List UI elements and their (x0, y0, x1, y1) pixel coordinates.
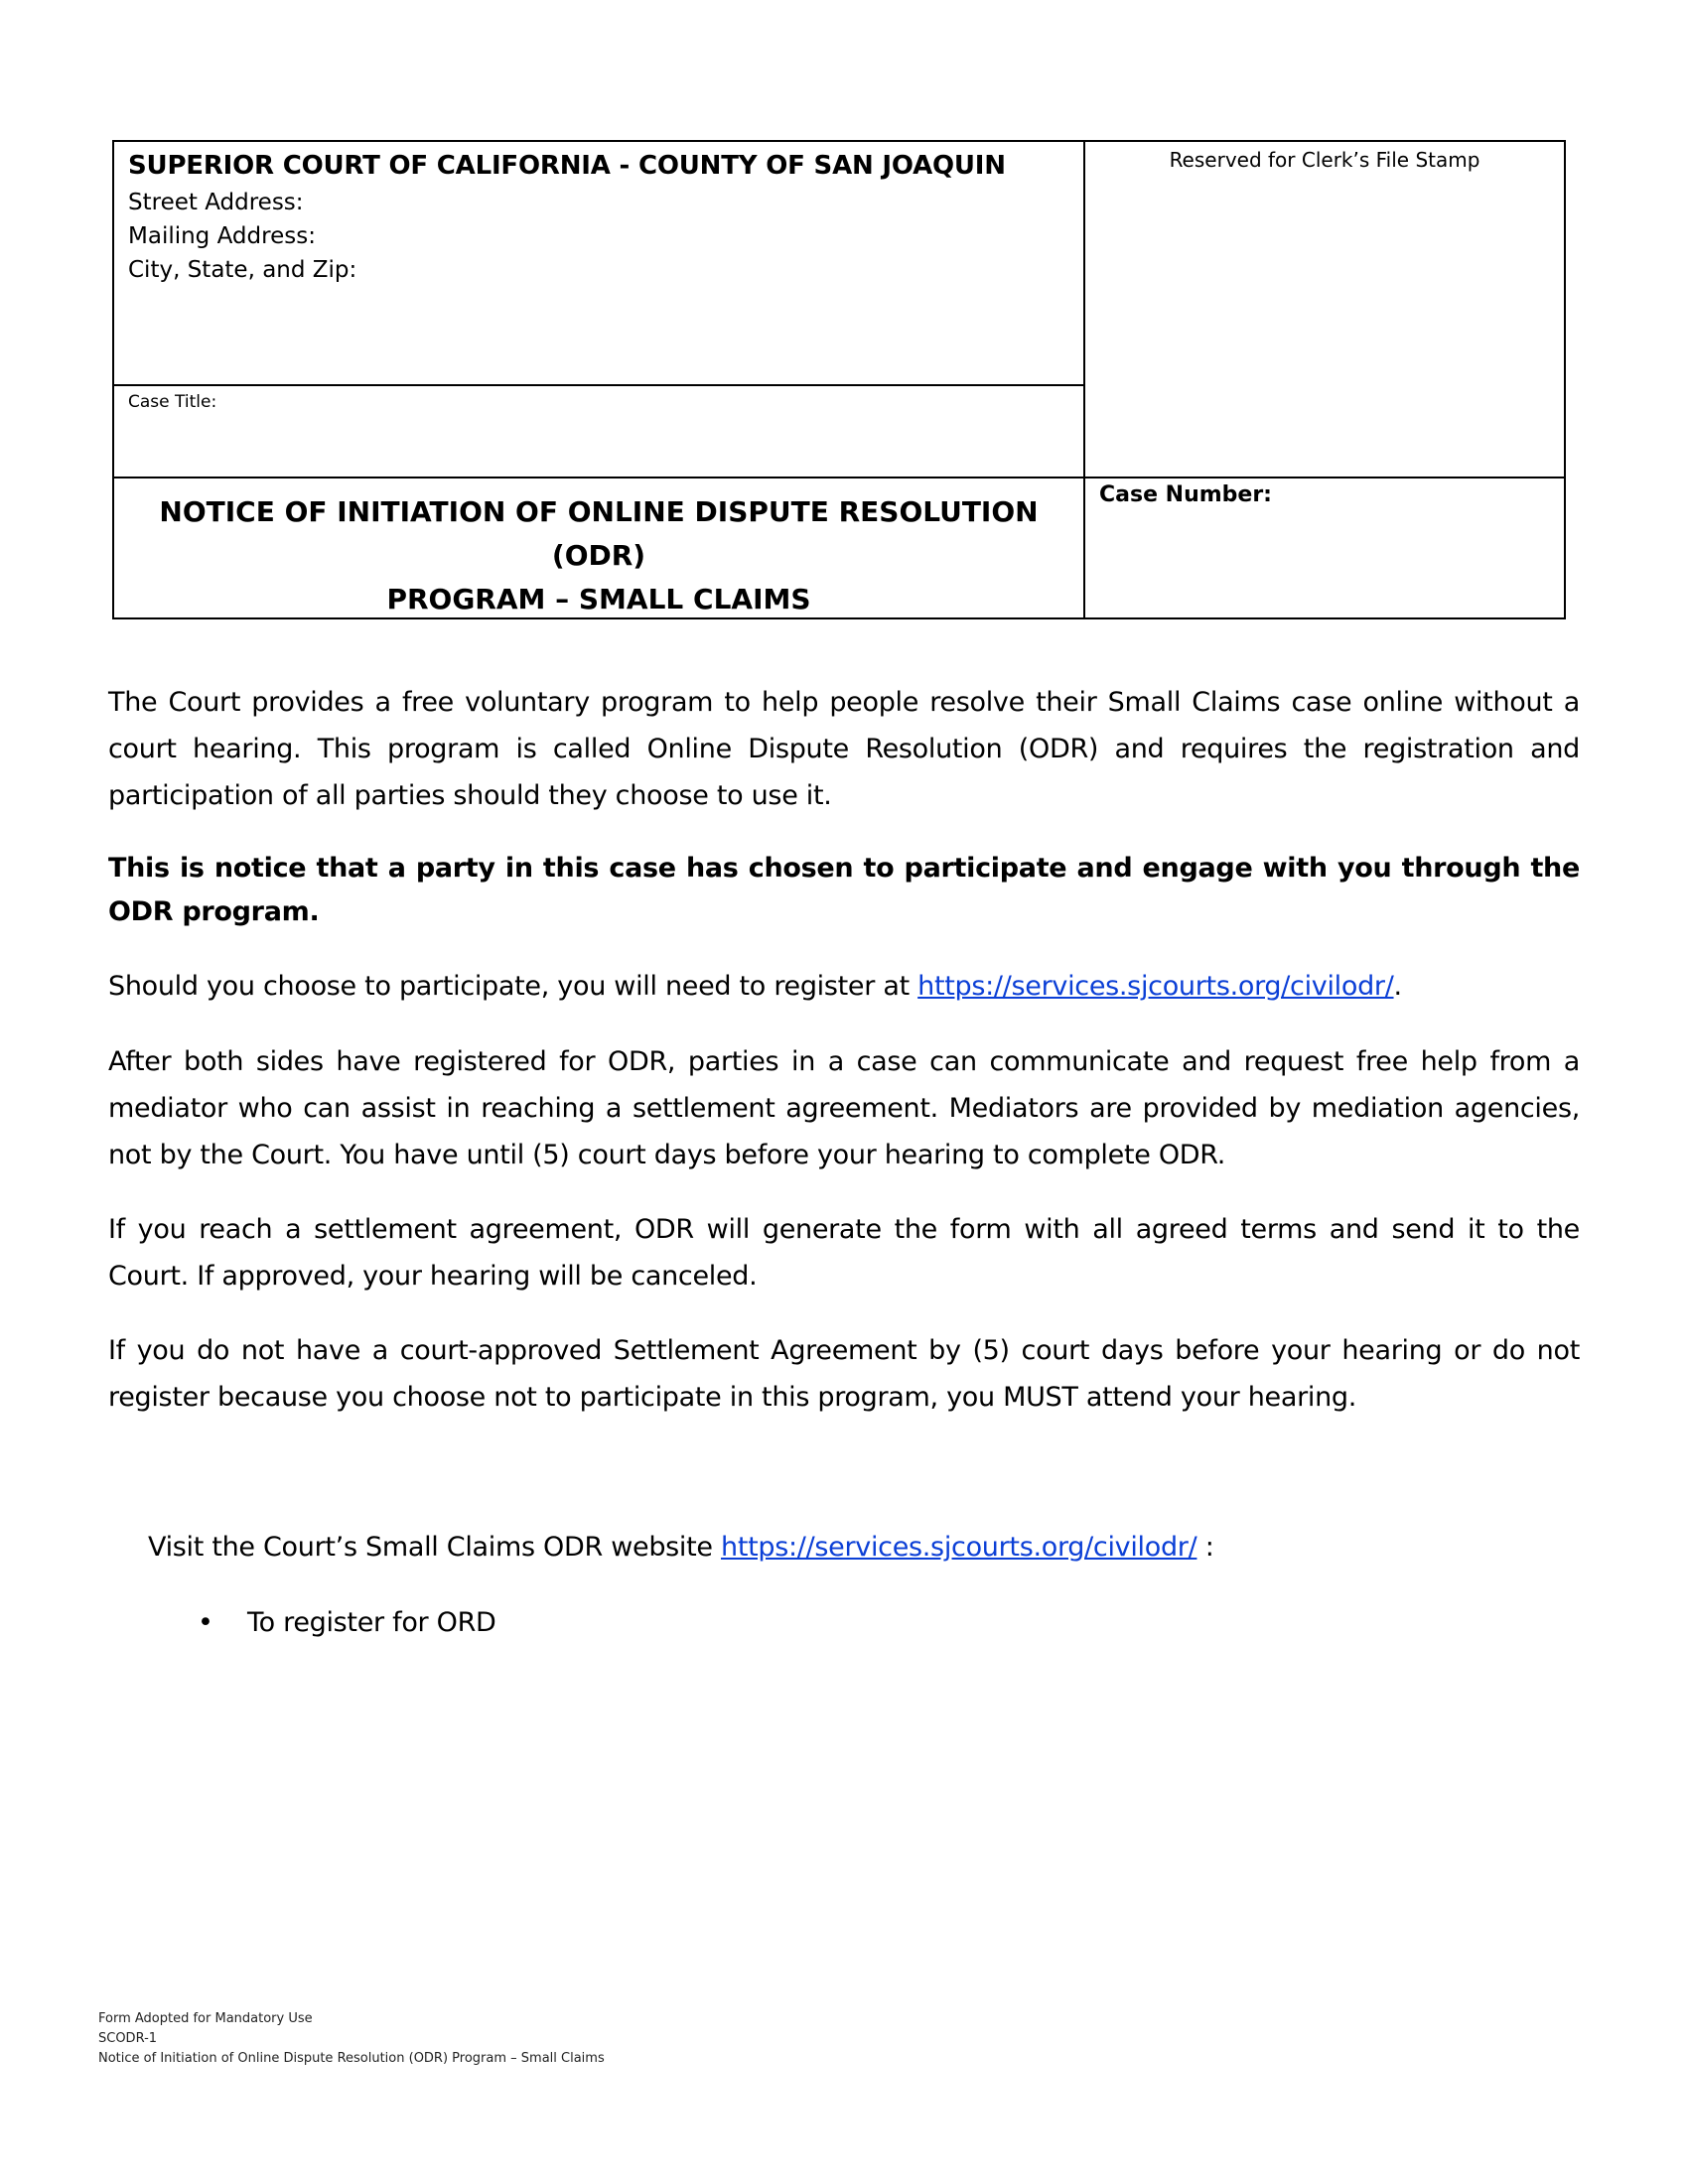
case-number-label: Case Number: (1099, 482, 1272, 507)
footer-adoption: Form Adopted for Mandatory Use (98, 2011, 313, 2026)
register-text: Should you choose to participate, you will need to register at (108, 971, 918, 1002)
court-info-cell (114, 142, 1085, 386)
visit-text: Visit the Court’s Small Claims ODR website (148, 1532, 722, 1563)
visit-website-line (148, 1524, 1214, 1570)
form-title-line2: PROGRAM – SMALL CLAIMS (386, 583, 811, 615)
clerk-stamp-cell (1083, 142, 1566, 478)
intro-paragraph: The Court provides a free voluntary program to help people resolve their Small Claims case online without a court hearing. This program is called Online Dispute Resolution (ODR) and requires the registration and participation of all parties should they choose to use it. (108, 687, 1580, 811)
register-suffix: . (1393, 971, 1402, 1002)
case-title-cell (114, 386, 1085, 478)
register-link[interactable]: https://services.sjcourts.org/civilodr/ (917, 971, 1394, 1002)
court-name: SUPERIOR COURT OF CALIFORNIA - COUNTY OF SAN JOAQUIN (128, 151, 1006, 181)
case-title-label: Case Title: (128, 392, 217, 412)
list-item (198, 1599, 496, 1646)
street-address-label: Street Address: (128, 190, 304, 215)
mediator-paragraph: After both sides have registered for ODR, parties in a case can communicate and request free help from a mediator who can assist in reaching a settlement agreement. Mediators are provided by mediation agencies, not by the Court. You have until (5) court days before your hearing to complete ODR. (108, 1046, 1580, 1170)
mailing-address-label: Mailing Address: (128, 223, 316, 249)
odr-website-link[interactable]: https://services.sjcourts.org/civilodr/ (721, 1532, 1197, 1563)
clerk-stamp-label: Reserved for Clerk’s File Stamp (1169, 148, 1480, 172)
notice-paragraph: This is notice that a party in this case has chosen to participate and engage with you through the ODR program. (108, 853, 1580, 927)
case-number-cell (1085, 478, 1566, 619)
bullet: • (198, 1607, 213, 1638)
form-title (114, 478, 1085, 619)
footer-form-number: SCODR-1 (98, 2031, 158, 2046)
caption-table (112, 140, 1566, 619)
form-footer (98, 2009, 605, 2069)
form-title-line1: NOTICE OF INITIATION OF ONLINE DISPUTE RESOLUTION (ODR) (159, 495, 1039, 572)
register-paragraph (108, 963, 1580, 1010)
attend-hearing-paragraph: If you do not have a court-approved Settlement Agreement by (5) court days before your hearing or do not register because you choose not to participate in this program, you MUST attend your hearing. (108, 1335, 1580, 1413)
city-state-zip-label: City, State, and Zip: (128, 257, 357, 283)
visit-suffix: : (1196, 1532, 1214, 1563)
bullet-text: To register for ORD (247, 1607, 496, 1638)
footer-form-title: Notice of Initiation of Online Dispute Resolution (ODR) Program – Small Claims (98, 2051, 605, 2066)
settlement-paragraph: If you reach a settlement agreement, ODR will generate the form with all agreed terms and send it to the Court. If approved, your hearing will be canceled. (108, 1214, 1580, 1292)
